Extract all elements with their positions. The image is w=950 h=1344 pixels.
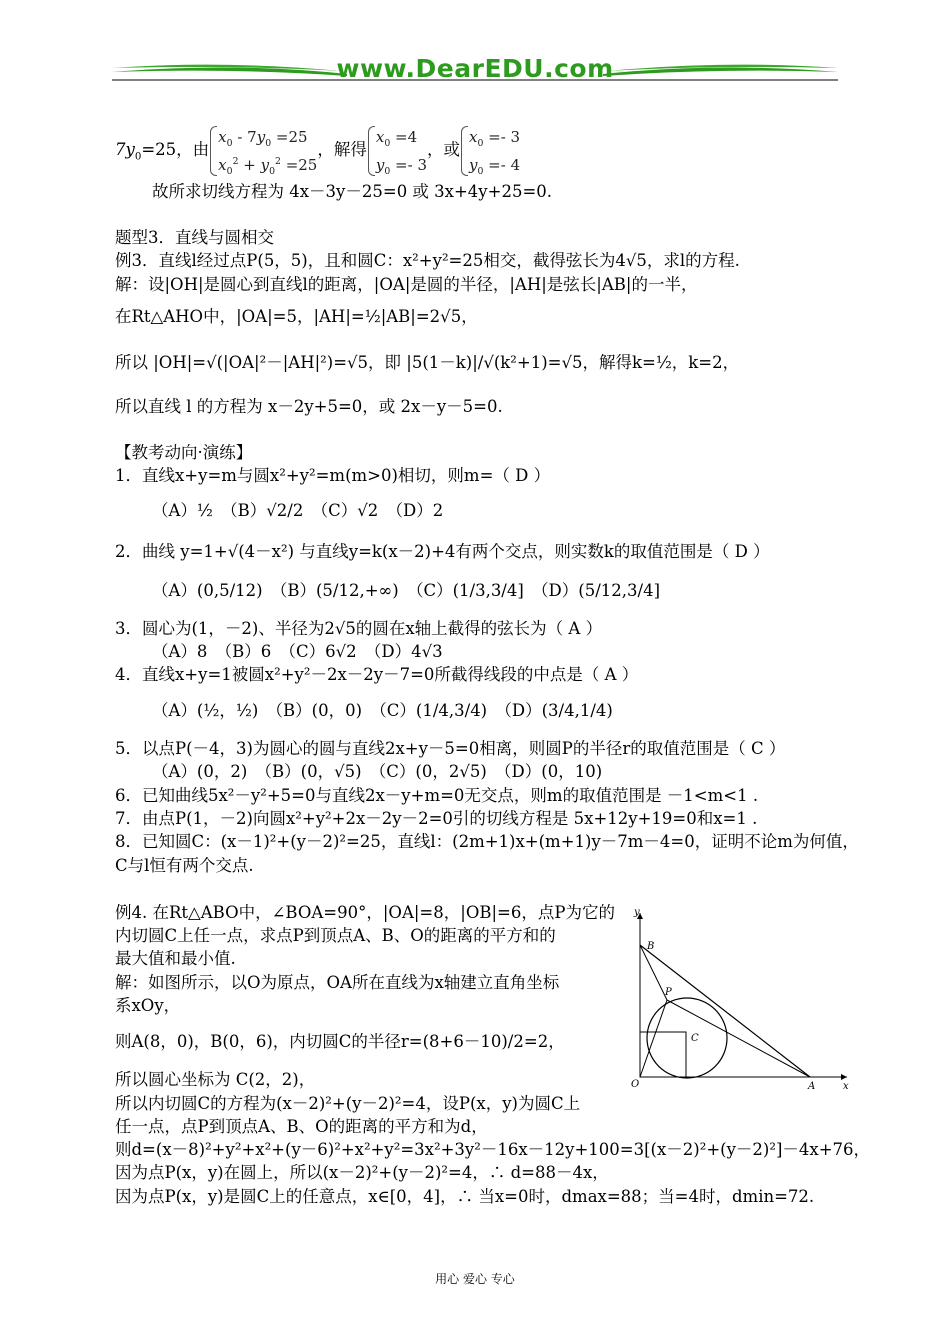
solution-line-1: 解：设|OH|是圆心到直线l的距离，|OA|是圆的半径，|AH|是弦长|AB|的一半， [115, 275, 698, 294]
example3-statement: 例3．直线l经过点P(5，5)，且和圆C：x²+y²=25相交，截得弦长为4√5，求l的方程. [115, 251, 740, 270]
example4-line-1: 例4. 在Rt△ABO中，∠BOA=90°，|OA|=8，|OB|=6，点P为它的 [115, 903, 615, 922]
page-header [112, 52, 838, 86]
incircle [647, 998, 727, 1078]
equation-system-3: $x_0 =- 3$ $y_0 =- 4$ [460, 123, 520, 179]
question-1-options: （A）½ （B）√2/2 （C）√2 （D）2 [152, 501, 444, 520]
question-3-options: （A）8 （B）6 （C）6√2 （D）4√3 [152, 642, 443, 661]
solution-line-4: 所以直线 l 的方程为 x－2y+5=0，或 2x－y－5=0. [115, 397, 503, 416]
example4-line-10: 则d=(x－8)²+y²+x²+(y－6)²+x²+y²=3x²+3y²－16x－12y+100=3[(x－2)²+(y－2)²]－4x+76， [115, 1140, 871, 1159]
example4-line-3: 最大值和最小值. [115, 949, 236, 968]
question-6: 6．已知曲线5x²－y²+5=0与直线2x－y+m=0无交点，则m的取值范围是 －1<m<1 . [115, 786, 759, 805]
example4-line-9: 任一点，点P到顶点A、B、O的距离的平方和为d， [115, 1117, 488, 1136]
example4-line-2: 内切圆C上任一点，求点P到顶点A、B、O的距离的平方和的 [115, 926, 556, 945]
example4-line-7: 所以圆心坐标为 C(2，2)， [115, 1070, 316, 1089]
question-5: 5．以点P(－4，3)为圆心的圆与直线2x+y－5=0相离，则圆P的半径r的取值范围是（ C ） [115, 739, 786, 758]
solution-line-3: 所以 |OH|=√(|OA|²－|AH|²)=√5，即 |5(1－k)|/√(k²+1)=√5，解得k=½，k=2， [115, 353, 740, 372]
label-B: B [647, 941, 655, 952]
question-8-line-2: C与l恒有两个交点. [115, 856, 254, 875]
question-2: 2．曲线 y=1+√(4－x²) 与直线y=k(x－2)+4有两个交点，则实数k的取值范围是（ D ） [115, 542, 770, 561]
section-heading: 题型3．直线与圆相交 [115, 228, 274, 247]
question-7: 7．由点P(1，－2)向圆x²+y²+2x－2y－2=0引的切线方程是 5x+12y+19=0和x=1 . [115, 809, 758, 828]
question-8-line-1: 8．已知圆C：(x－1)²+(y－2)²=25，直线l：(2m+1)x+(m+1)y－7m－4=0，证明不论m为何值， [115, 832, 859, 851]
example4-line-5: 系xOy， [115, 996, 181, 1015]
label-A: A [808, 1081, 816, 1090]
practice-heading: 【教考动向·演练】 [115, 443, 253, 462]
label-C: C [691, 1033, 699, 1044]
question-4-options: （A）(½，½) （B）(0，0) （C）(1/4,3/4) （D）(3/4,1/4) [152, 701, 613, 720]
equation-system-1: $x_0 - 7y_0 =25$ $x_0^2 + y_0^2 =25$ [209, 123, 317, 179]
hypotenuse [640, 945, 810, 1077]
label-P: P [665, 987, 672, 998]
question-4: 4．直线x+y=1被圆x²+y²－2x－2y－7=0所截得线段的中点是（ A ） [115, 665, 639, 684]
page-footer: 用心 爱心 专心 [435, 1272, 515, 1286]
example4-line-6: 则A(8，0)，B(0，6)，内切圆C的半径r=(8+6－10)/2=2， [115, 1032, 565, 1051]
label-y: y [634, 907, 640, 918]
question-5-options: （A）(0，2) （B）(0，√5) （C）(0，2√5) （D）(0，10) [152, 762, 603, 781]
question-2-options: （A）(0,5/12) （B）(5/12,+∞) （C）(1/3,3/4] （D）(5/12,3/4] [152, 581, 661, 600]
equation-system-2: $x_0 =4$ $y_0 =- 3$ [367, 123, 427, 179]
question-3: 3．圆心为(1，－2)、半径为2√5的圆在x轴上截得的弦长为（ A ） [115, 619, 603, 638]
question-1: 1．直线x+y=m与圆x²+y²=m(m>0)相切，则m=（ D ） [115, 466, 551, 485]
continuation-line: $7y_0=25$，由$x_0 - 7y_0 =25$ $x_0^2 + y_0^2 =25$，解得$x_0 =4$ $y_0 =- 3$，或$x_0 =- 3$ $y_0 =- 4$ [115, 120, 520, 180]
triangle-incircle-figure [615, 905, 860, 1090]
example4-line-8: 所以内切圆C的方程为(x－2)²+(y－2)²=4，设P(x，y)为圆C上 [115, 1094, 581, 1113]
label-x: x [843, 1081, 849, 1090]
site-url: www.DearEDU.com [336, 54, 614, 83]
example4-line-4: 解：如图所示，以O为原点，OA所在直线为x轴建立直角坐标 [115, 973, 560, 992]
example4-line-12: 因为点P(x，y)是圆C上的任意点，x∈[0，4]，∴ 当x=0时，dmax=88；当=4时，dmin=72. [115, 1187, 815, 1206]
example4-line-11: 因为点P(x，y)在圆上，所以(x－2)²+(y－2)²=4，∴ d=88－4x， [115, 1163, 609, 1182]
solution-line-2: 在Rt△AHO中，|OA|=5，|AH|=½|AB|=2√5， [115, 307, 478, 326]
tangent-conclusion: 故所求切线方程为 4x－3y－25=0 或 3x+4y+25=0. [152, 182, 553, 201]
label-O: O [631, 1079, 640, 1090]
